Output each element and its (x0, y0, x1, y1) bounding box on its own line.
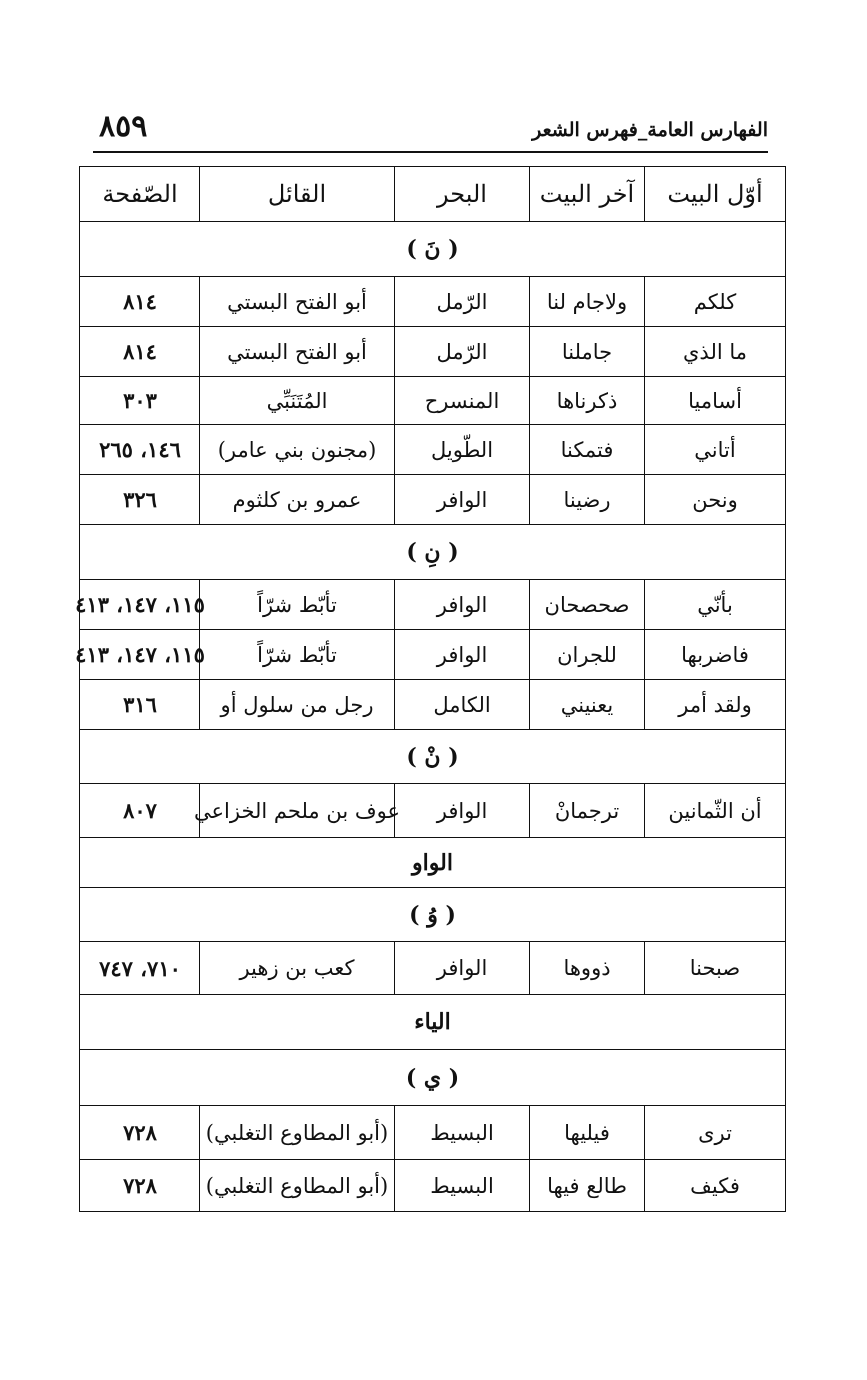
cell-last-verse: رضينا (529, 475, 644, 524)
cell-pages: ٣٠٣ (123, 388, 157, 413)
cell-first-verse: ونحن (644, 475, 785, 524)
table-row (80, 679, 785, 729)
cell-first-verse: ترى (644, 1106, 785, 1159)
cell-poet: تأبّط شرّاً (199, 580, 394, 629)
cell-meter: الوافر (394, 942, 529, 994)
cell-first-verse: أساميا (644, 377, 785, 424)
cell-meter: البسيط (394, 1160, 529, 1211)
cell-last-verse: للجران (529, 630, 644, 679)
cell-pages: ٨٠٧ (123, 798, 157, 823)
section-label: ( نَ ) (406, 236, 459, 262)
cell-poet: (أبو المطاوع التغلبي) (199, 1106, 394, 1159)
cell-first-verse: ما الذي (644, 327, 785, 376)
table-row (75, 579, 785, 629)
poetry-index-table (75, 166, 786, 1212)
cell-pages: ٣٢٦ (123, 487, 157, 512)
column-header-last-verse: آخر البيت (529, 167, 644, 221)
section-row (80, 524, 785, 579)
cell-pages: ٣١٦ (123, 692, 157, 717)
cell-meter: الوافر (394, 475, 529, 524)
cell-meter: الرّمل (394, 327, 529, 376)
section-label: ( نِ ) (406, 539, 459, 565)
cell-poet: عمرو بن كلثوم (199, 475, 394, 524)
running-title: الفهارس العامة_فهرس الشعر (532, 119, 768, 141)
cell-poet: رجل من سلول أو (199, 680, 394, 729)
cell-last-verse: ذووها (529, 942, 644, 994)
cell-last-verse: فيليها (529, 1106, 644, 1159)
table-row (80, 783, 785, 837)
table-row (80, 941, 785, 994)
section-label: ( وُ ) (409, 901, 456, 928)
cell-pages: ١٤٦، ٢٦٥ (99, 437, 181, 462)
cell-poet: (مجنون بني عامر) (199, 425, 394, 474)
cell-pages: ٧١٠، ٧٤٧ (99, 955, 181, 981)
table-header-row (80, 167, 785, 221)
cell-poet: أبو الفتح البستي (199, 277, 394, 326)
cell-first-verse: فاضربها (644, 630, 785, 679)
table-row (75, 629, 785, 679)
cell-last-verse: ترجمانْ (529, 784, 644, 837)
section-row (80, 221, 785, 276)
cell-pages: ٨١٤ (123, 289, 157, 314)
section-row (80, 729, 785, 783)
column-header-first-verse: أوّل البيت (644, 167, 785, 221)
table-row (80, 424, 785, 474)
cell-first-verse: أن الثّمانين (644, 784, 785, 837)
section-label: الياء (414, 1009, 451, 1035)
cell-pages: ١١٥، ١٤٧، ٤١٣ (75, 592, 205, 617)
cell-first-verse: بأنّي (644, 580, 785, 629)
cell-poet: المُتَنَبِّي (199, 377, 394, 424)
section-row (80, 1049, 785, 1105)
table-row (80, 326, 785, 376)
section-label: الواو (412, 849, 453, 876)
cell-pages: ١١٥، ١٤٧، ٤١٣ (75, 642, 205, 667)
section-label: ( نْ ) (406, 743, 459, 770)
column-header-pages: الصّفحة (102, 180, 178, 208)
section-label: ( ي ) (405, 1064, 460, 1091)
cell-last-verse: يعنيني (529, 680, 644, 729)
cell-last-verse: طالع فيها (529, 1160, 644, 1211)
cell-poet: (أبو المطاوع التغلبي) (199, 1160, 394, 1211)
cell-meter: الكامل (394, 680, 529, 729)
cell-meter: المنسرح (394, 377, 529, 424)
cell-meter: الوافر (394, 784, 529, 837)
cell-poet: أبو الفتح البستي (199, 327, 394, 376)
page-header (93, 109, 768, 153)
cell-first-verse: كلكم (644, 277, 785, 326)
table-row (80, 474, 785, 524)
cell-meter: الطّويل (394, 425, 529, 474)
cell-poet: عوف بن ملحم الخزاعي (199, 784, 394, 837)
page-number: ٨٥٩ (99, 109, 148, 144)
cell-last-verse: فتمكنا (529, 425, 644, 474)
column-header-poet: القائل (199, 167, 394, 221)
column-header-meter: البحر (394, 167, 529, 221)
table-row (80, 376, 785, 424)
table-row (80, 1159, 785, 1211)
cell-first-verse: أتاني (644, 425, 785, 474)
cell-first-verse: صبحنا (644, 942, 785, 994)
section-row (80, 887, 785, 941)
cell-pages: ٧٢٨ (123, 1173, 157, 1198)
table-row (80, 276, 785, 326)
cell-last-verse: ولاجام لنا (529, 277, 644, 326)
section-row (80, 994, 785, 1049)
cell-poet: تأبّط شرّاً (199, 630, 394, 679)
cell-first-verse: فكيف (644, 1160, 785, 1211)
cell-first-verse: ولقد أمر (644, 680, 785, 729)
cell-last-verse: جاملنا (529, 327, 644, 376)
cell-poet: كعب بن زهير (199, 942, 394, 994)
cell-last-verse: ذكرناها (529, 377, 644, 424)
cell-pages: ٧٢٨ (123, 1120, 157, 1145)
cell-pages: ٨١٤ (123, 339, 157, 364)
cell-last-verse: صحصحان (529, 580, 644, 629)
cell-meter: البسيط (394, 1106, 529, 1159)
section-row (80, 837, 785, 887)
table-row (80, 1105, 785, 1159)
cell-meter: الرّمل (394, 277, 529, 326)
cell-meter: الوافر (394, 630, 529, 679)
cell-meter: الوافر (394, 580, 529, 629)
